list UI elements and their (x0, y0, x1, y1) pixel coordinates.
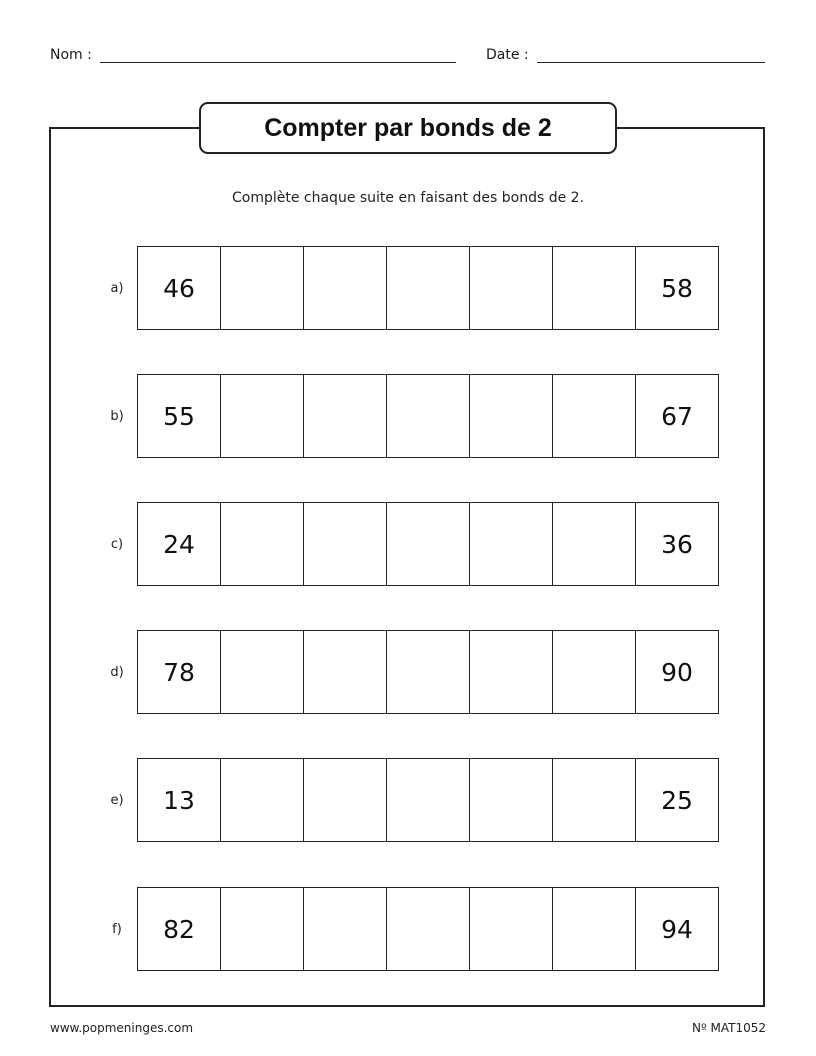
name-field[interactable] (50, 46, 456, 63)
start-number-cell: 82 (138, 888, 221, 970)
start-number-cell: 13 (138, 759, 221, 841)
blank-cell[interactable] (304, 247, 387, 329)
start-number-cell: 24 (138, 503, 221, 585)
blank-cell[interactable] (470, 631, 553, 713)
blank-cell[interactable] (470, 759, 553, 841)
blank-cell[interactable] (304, 888, 387, 970)
blank-cell[interactable] (221, 888, 304, 970)
date-field[interactable] (486, 46, 765, 63)
blank-cell[interactable] (304, 759, 387, 841)
end-number-cell: 90 (636, 631, 719, 713)
sequence-row (137, 246, 719, 330)
blank-cell[interactable] (470, 503, 553, 585)
row-label: f) (112, 922, 122, 937)
row-label: e) (110, 793, 124, 808)
blank-cell[interactable] (553, 375, 636, 457)
end-number-cell: 36 (636, 503, 719, 585)
end-number-cell: 94 (636, 888, 719, 970)
blank-cell[interactable] (221, 759, 304, 841)
row-label: b) (110, 409, 124, 424)
date-input-line[interactable] (537, 46, 765, 63)
blank-cell[interactable] (304, 503, 387, 585)
footer-worksheet-code: Nº MAT1052 (692, 1021, 766, 1035)
blank-cell[interactable] (553, 888, 636, 970)
blank-cell[interactable] (387, 247, 470, 329)
row-label: c) (110, 537, 124, 552)
blank-cell[interactable] (387, 503, 470, 585)
blank-cell[interactable] (553, 759, 636, 841)
worksheet-title: Compter par bonds de 2 (199, 102, 617, 154)
blank-cell[interactable] (304, 631, 387, 713)
date-label: Date : (486, 47, 529, 63)
blank-cell[interactable] (387, 631, 470, 713)
blank-cell[interactable] (221, 247, 304, 329)
row-label: d) (110, 665, 124, 680)
blank-cell[interactable] (304, 375, 387, 457)
blank-cell[interactable] (553, 503, 636, 585)
end-number-cell: 67 (636, 375, 719, 457)
sequence-row (137, 374, 719, 458)
instruction-text: Complète chaque suite en faisant des bonds de 2. (231, 190, 585, 206)
sequence-row (137, 630, 719, 714)
start-number-cell: 46 (138, 247, 221, 329)
row-label: a) (110, 281, 124, 296)
name-label: Nom : (50, 47, 92, 63)
sequence-row (137, 502, 719, 586)
blank-cell[interactable] (553, 247, 636, 329)
start-number-cell: 55 (138, 375, 221, 457)
blank-cell[interactable] (470, 247, 553, 329)
blank-cell[interactable] (553, 631, 636, 713)
blank-cell[interactable] (221, 631, 304, 713)
blank-cell[interactable] (470, 888, 553, 970)
footer-website: www.popmeninges.com (50, 1021, 194, 1035)
blank-cell[interactable] (387, 375, 470, 457)
start-number-cell: 78 (138, 631, 221, 713)
blank-cell[interactable] (221, 503, 304, 585)
end-number-cell: 25 (636, 759, 719, 841)
blank-cell[interactable] (387, 888, 470, 970)
blank-cell[interactable] (387, 759, 470, 841)
sequence-row (137, 887, 719, 971)
name-input-line[interactable] (100, 46, 456, 63)
blank-cell[interactable] (221, 375, 304, 457)
blank-cell[interactable] (470, 375, 553, 457)
end-number-cell: 58 (636, 247, 719, 329)
sequence-row (137, 758, 719, 842)
